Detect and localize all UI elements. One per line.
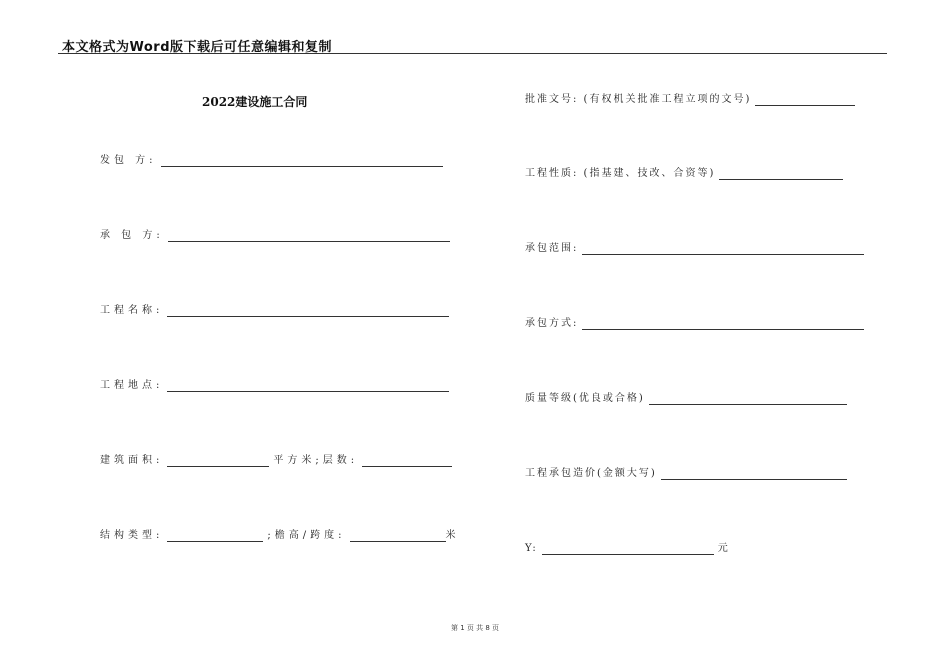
field-contract-price bbox=[525, 468, 847, 480]
label-eave-height: 檐高/跨度: bbox=[274, 530, 346, 541]
label-contract-price: 工程承包造价(金额大写) bbox=[525, 468, 657, 479]
label-project-name: 工程名称: bbox=[100, 305, 164, 316]
label-project-location: 工程地点: bbox=[100, 380, 164, 391]
label-floors: 层数: bbox=[322, 455, 359, 466]
label-contractor: 承 包 方: bbox=[100, 230, 164, 241]
field-project-location bbox=[100, 380, 449, 392]
blank-project-nature[interactable] bbox=[719, 168, 843, 180]
blank-contract-scope[interactable] bbox=[582, 243, 864, 255]
separator: ; bbox=[267, 530, 275, 541]
blank-eave-height[interactable] bbox=[350, 530, 446, 542]
blank-structure-type[interactable] bbox=[167, 530, 263, 542]
document-header: 本文格式为Word版下载后可任意编辑和复制 bbox=[62, 40, 333, 55]
label-contract-mode: 承包方式: bbox=[525, 318, 579, 329]
blank-approval-doc[interactable] bbox=[755, 94, 855, 106]
field-contract-mode bbox=[525, 318, 864, 330]
header-rule bbox=[58, 53, 887, 54]
label-building-area: 建筑面积: bbox=[100, 455, 164, 466]
field-contract-scope bbox=[525, 243, 864, 255]
label-project-nature: 工程性质: (指基建、技改、合资等) bbox=[525, 168, 716, 179]
yuan-unit-label: 元 bbox=[717, 543, 728, 554]
field-structure bbox=[100, 530, 456, 542]
field-approval-doc bbox=[525, 94, 855, 106]
blank-employer[interactable] bbox=[161, 155, 443, 167]
blank-contractor[interactable] bbox=[168, 230, 450, 242]
blank-project-location[interactable] bbox=[167, 380, 449, 392]
label-structure-type: 结构类型: bbox=[100, 530, 164, 541]
field-employer bbox=[100, 155, 443, 167]
document-title: 2022建设施工合同 bbox=[202, 95, 308, 109]
page-number: 第 1 页 共 8 页 bbox=[450, 624, 500, 632]
field-contractor bbox=[100, 230, 450, 242]
field-building-area bbox=[100, 455, 452, 467]
meter-unit-label: 米 bbox=[445, 530, 456, 541]
blank-building-area[interactable] bbox=[167, 455, 269, 467]
field-price-amount bbox=[525, 543, 728, 555]
blank-contract-mode[interactable] bbox=[582, 318, 864, 330]
blank-quality-grade[interactable] bbox=[649, 393, 847, 405]
label-contract-scope: 承包范围: bbox=[525, 243, 579, 254]
blank-price-amount[interactable] bbox=[542, 543, 714, 555]
field-project-nature bbox=[525, 168, 843, 180]
field-quality-grade bbox=[525, 393, 847, 405]
area-unit-label: 平方米; bbox=[273, 455, 323, 466]
blank-floors[interactable] bbox=[362, 455, 452, 467]
field-project-name bbox=[100, 305, 449, 317]
blank-contract-price[interactable] bbox=[661, 468, 847, 480]
blank-project-name[interactable] bbox=[167, 305, 449, 317]
label-employer: 发包 方: bbox=[100, 155, 157, 166]
label-approval-doc: 批准文号: (有权机关批准工程立项的文号) bbox=[525, 94, 752, 105]
label-yen-symbol: Y: bbox=[525, 543, 538, 554]
label-quality-grade: 质量等级(优良或合格) bbox=[525, 393, 645, 404]
